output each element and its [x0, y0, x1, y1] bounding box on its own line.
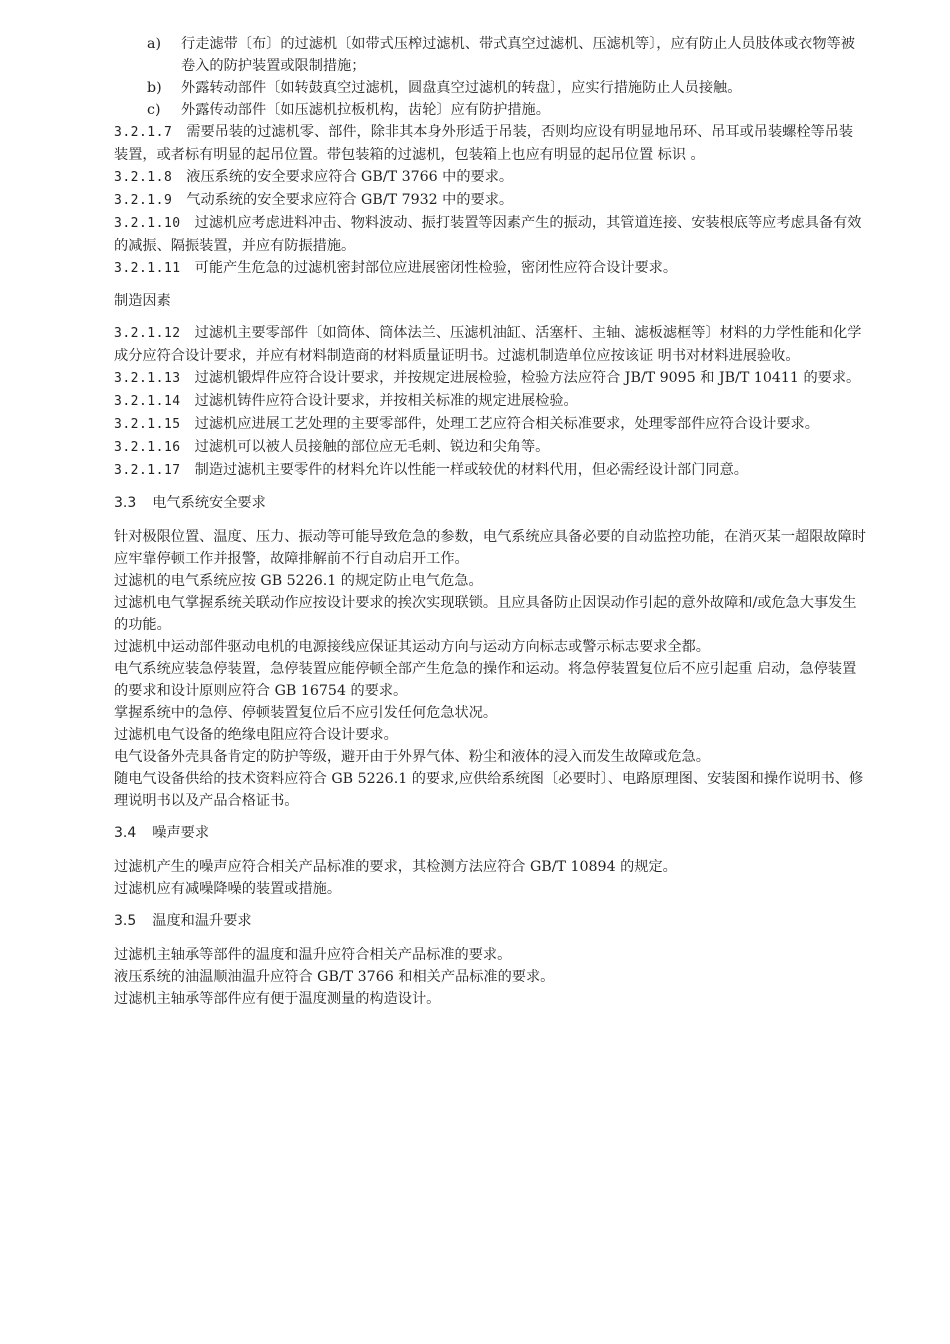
list-label: c)	[147, 102, 161, 118]
section-number: 3.3	[114, 495, 137, 511]
clause-number: 3.2.1.15	[114, 417, 181, 432]
list-label: b)	[147, 80, 162, 96]
section-title: 温度和温升要求	[152, 913, 252, 929]
clause-3-2-1-17	[114, 459, 866, 482]
heading-3-5	[114, 910, 866, 932]
paragraph: 过滤机主轴承等部件的温度和温升应符合相关产品标准的要求。	[114, 947, 512, 963]
clause-3-2-1-10	[114, 212, 866, 257]
clause-number: 3.2.1.13	[114, 371, 181, 386]
list-item-c	[147, 99, 866, 121]
clause-3-2-1-11	[114, 257, 866, 280]
clause-number: 3.2.1.17	[114, 463, 181, 478]
list-label: a)	[147, 36, 161, 52]
clause-number: 3.2.1.7	[114, 125, 173, 140]
clause-text: 过滤机铸件应符合设计要求，并按相关标准的规定进展检验。	[194, 393, 578, 409]
clause-3-2-1-14	[114, 390, 866, 413]
clause-text: 过滤机锻焊件应符合设计要求，并按规定进展检验，检验方法应符合 JB/T 9095 和 JB/T 10411 的要求。	[194, 370, 861, 386]
paragraph: 过滤机电气掌握系统关联动作应按设计要求的挨次实现联锁。且应具备防止因误动作引起的意外故障和/或危急大事发生的功能。	[114, 595, 857, 633]
clause-number: 3.2.1.8	[114, 170, 173, 185]
clause-text: 过滤机应考虑进料冲击、物料波动、振打装置等因素产生的振动，其管道连接、安装根底等应考虑具备有效的减振、隔振装置，并应有防振措施。	[114, 215, 862, 254]
paragraph: 电气设备外壳具备肯定的防护等级，避开由于外界气体、粉尘和液体的浸入而发生故障或危急。	[114, 749, 710, 765]
list-text: 外露转动部件〔如转鼓真空过滤机，圆盘真空过滤机的转盘〕，应实行措施防止人员接触。	[181, 80, 742, 96]
clause-text: 气动系统的安全要求应符合 GB/T 7932 中的要求。	[186, 192, 514, 208]
clause-number: 3.2.1.9	[114, 193, 173, 208]
heading-3-3	[114, 492, 866, 514]
clause-number: 3.2.1.10	[114, 216, 181, 231]
clause-3-2-1-9	[114, 189, 866, 212]
clause-text: 需要吊装的过滤机零、部件，除非其本身外形适于吊装，否则均应设有明显地吊环、吊耳或吊装螺栓等吊装装置，或者标有明显的起吊位置。带包装箱的过滤机，包装箱上也应有明显的起吊位置 标识 。	[114, 124, 854, 163]
clause-number: 3.2.1.16	[114, 440, 181, 455]
paragraph: 电气系统应装急停装置，急停装置应能停顿全部产生危急的操作和运动。将急停装置复位后不应引起重 启动，急停装置的要求和设计原则应符合 GB 16754 的要求。	[114, 661, 857, 699]
list-text: 外露传动部件〔如压滤机拉板机构，齿轮〕应有防护措施。	[181, 102, 550, 118]
section-number: 3.5	[114, 913, 137, 929]
clause-3-2-1-8	[114, 166, 866, 189]
clause-number: 3.2.1.11	[114, 261, 181, 276]
section-number: 3.4	[114, 825, 137, 841]
list-text: 行走滤带〔布〕的过滤机〔如带式压榨过滤机、带式真空过滤机、压滤机等〕，应有防止人员肢体或衣物等被卷入的防护装置或限制措施；	[181, 36, 855, 74]
clause-number: 3.2.1.12	[114, 326, 181, 341]
clause-3-2-1-13	[114, 367, 866, 390]
heading-manufacturing-factors: 制造因素	[114, 293, 171, 309]
section-title: 电气系统安全要求	[152, 495, 266, 511]
list-item-a	[147, 33, 866, 77]
list-item-b	[147, 77, 866, 99]
clause-3-2-1-12	[114, 322, 866, 367]
paragraph: 针对极限位置、温度、压力、振动等可能导致危急的参数，电气系统应具备必要的自动监控功能，在消灭某一超限故障时应牢靠停顿工作并报警，故障排解前不行自动启开工作。	[114, 529, 866, 567]
clause-text: 制造过滤机主要零件的材料允许以性能一样或较优的材料代用，但必需经设计部门同意。	[194, 462, 748, 478]
clause-text: 过滤机可以被人员接触的部位应无毛刺、锐边和尖角等。	[194, 439, 550, 455]
clause-3-2-1-15	[114, 413, 866, 436]
paragraph: 过滤机中运动部件驱动电机的电源接线应保证其运动方向与运动方向标志或警示标志要求全都。	[114, 639, 710, 655]
paragraph: 液压系统的油温顺油温升应符合 GB/T 3766 和相关产品标准的要求。	[114, 969, 555, 985]
paragraph: 随电气设备供给的技术资料应符合 GB 5226.1 的要求,应供给系统图〔必要时〕、电路原理图、安装图和操作说明书、修理说明书以及产品合格证书。	[114, 771, 864, 809]
paragraph: 过滤机应有减噪降噪的装置或措施。	[114, 881, 342, 897]
heading-3-4	[114, 822, 866, 844]
clause-3-2-1-16	[114, 436, 866, 459]
clause-number: 3.2.1.14	[114, 394, 181, 409]
clause-3-2-1-7	[114, 121, 866, 166]
section-title: 噪声要求	[152, 825, 210, 841]
paragraph: 掌握系统中的急停、停顿装置复位后不应引发任何危急状况。	[114, 705, 498, 721]
paragraph: 过滤机的电气系统应按 GB 5226.1 的规定防止电气危急。	[114, 573, 483, 589]
paragraph: 过滤机电气设备的绝缘电阻应符合设计要求。	[114, 727, 398, 743]
paragraph: 过滤机主轴承等部件应有便于温度测量的构造设计。	[114, 991, 441, 1007]
document-body	[114, 33, 866, 1010]
clause-text: 可能产生危急的过滤机密封部位应进展密闭性检验，密闭性应符合设计要求。	[194, 260, 678, 276]
paragraph: 过滤机产生的噪声应符合相关产品标准的要求，其检测方法应符合 GB/T 10894 的规定。	[114, 859, 677, 875]
clause-text: 液压系统的安全要求应符合 GB/T 3766 中的要求。	[186, 169, 514, 185]
clause-text: 过滤机应进展工艺处理的主要零部件，处理工艺应符合相关标准要求，处理零部件应符合设计要求。	[194, 416, 819, 432]
clause-text: 过滤机主要零部件〔如筒体、筒体法兰、压滤机油缸、活塞杆、主轴、滤板滤框等〕材料的力学性能和化学成分应符合设计要求，并应有材料制造商的材料质量证明书。过滤机制造单位应按该证 明书对材料进展验收。	[114, 325, 862, 364]
